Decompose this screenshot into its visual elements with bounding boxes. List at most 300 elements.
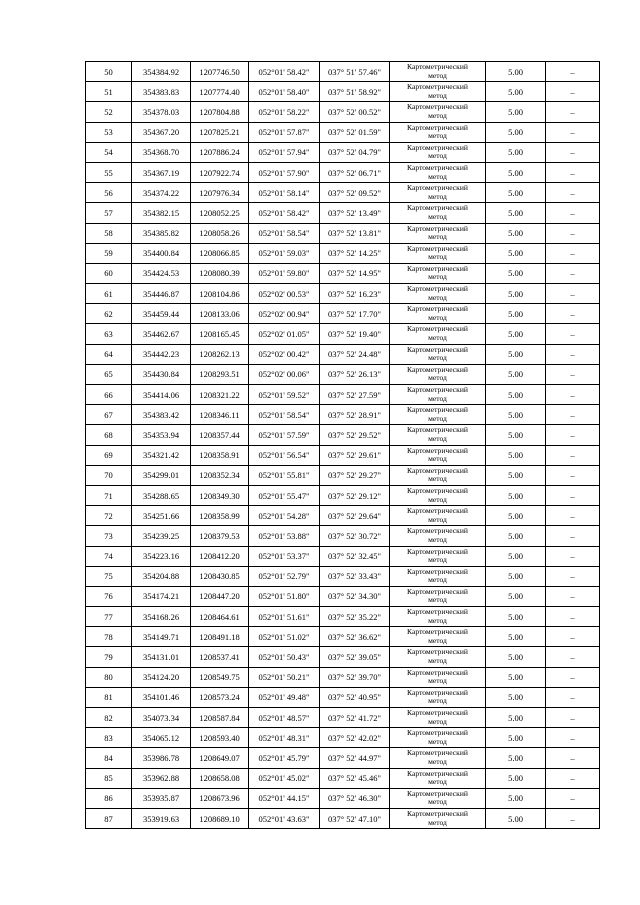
method-line-2: метод xyxy=(428,494,447,504)
latitude-cell: 052°01' 53.37" xyxy=(249,546,320,566)
point-number-cell: 66 xyxy=(86,385,132,405)
y-coordinate-cell: 1208587.84 xyxy=(191,708,249,728)
method-line-2: метод xyxy=(428,615,447,625)
x-coordinate-cell: 354321.42 xyxy=(132,445,191,465)
longitude-cell: 037° 52' 06.71" xyxy=(320,162,390,182)
longitude-cell: 037° 52' 26.13" xyxy=(320,364,390,384)
point-number-cell: 84 xyxy=(86,748,132,768)
method-line-2: метод xyxy=(428,70,447,80)
point-number-cell: 82 xyxy=(86,708,132,728)
description-cell: – xyxy=(546,708,600,728)
method-cell xyxy=(390,687,486,707)
y-coordinate-cell: 1208649.07 xyxy=(191,748,249,768)
x-coordinate-cell: 354204.88 xyxy=(132,566,191,586)
longitude-cell: 037° 52' 13.81" xyxy=(320,223,390,243)
longitude-cell: 037° 52' 29.64" xyxy=(320,506,390,526)
x-coordinate-cell: 353935.87 xyxy=(132,788,191,808)
longitude-cell: 037° 52' 45.46" xyxy=(320,768,390,788)
table-row xyxy=(86,708,600,728)
point-number-cell: 77 xyxy=(86,607,132,627)
method-line-1: Картометрический xyxy=(407,62,468,71)
method-line-2: метод xyxy=(428,252,447,262)
description-cell: – xyxy=(546,728,600,748)
method-line-1: Картометрический xyxy=(407,183,468,193)
method-line-2: метод xyxy=(428,191,447,201)
x-coordinate-cell: 354382.15 xyxy=(132,203,191,223)
description-cell: – xyxy=(546,748,600,768)
description-cell: – xyxy=(546,607,600,627)
latitude-cell: 052°02' 00.42" xyxy=(249,344,320,364)
table-row xyxy=(86,263,600,283)
description-cell: – xyxy=(546,344,600,364)
method-line-2: метод xyxy=(428,373,447,383)
method-cell xyxy=(390,364,486,384)
table-row xyxy=(86,324,600,344)
description-cell: – xyxy=(546,647,600,667)
method-cell xyxy=(390,203,486,223)
y-coordinate-cell: 1207825.21 xyxy=(191,122,249,142)
x-coordinate-cell: 354385.82 xyxy=(132,223,191,243)
accuracy-cell: 5.00 xyxy=(486,586,546,606)
accuracy-cell: 5.00 xyxy=(486,425,546,445)
description-cell: – xyxy=(546,223,600,243)
longitude-cell: 037° 52' 27.59" xyxy=(320,385,390,405)
point-number-cell: 58 xyxy=(86,223,132,243)
y-coordinate-cell: 1208080.39 xyxy=(191,263,249,283)
method-line-1: Картометрический xyxy=(407,344,468,354)
accuracy-cell: 5.00 xyxy=(486,122,546,142)
longitude-cell: 037° 52' 17.70" xyxy=(320,304,390,324)
method-line-2: метод xyxy=(428,635,447,645)
description-cell: – xyxy=(546,687,600,707)
longitude-cell: 037° 52' 24.48" xyxy=(320,344,390,364)
method-cell xyxy=(390,284,486,304)
description-cell: – xyxy=(546,546,600,566)
longitude-cell: 037° 52' 29.27" xyxy=(320,465,390,485)
method-line-1: Картометрический xyxy=(407,82,468,92)
description-cell: – xyxy=(546,667,600,687)
method-line-2: метод xyxy=(428,777,447,787)
y-coordinate-cell: 1208573.24 xyxy=(191,687,249,707)
method-line-1: Картометрический xyxy=(407,506,468,516)
method-line-2: метод xyxy=(428,696,447,706)
y-coordinate-cell: 1208593.40 xyxy=(191,728,249,748)
longitude-cell: 037° 52' 46.30" xyxy=(320,788,390,808)
table-row xyxy=(86,445,600,465)
point-number-cell: 76 xyxy=(86,586,132,606)
longitude-cell: 037° 52' 41.72" xyxy=(320,708,390,728)
latitude-cell: 052°01' 48.57" xyxy=(249,708,320,728)
accuracy-cell: 5.00 xyxy=(486,627,546,647)
y-coordinate-cell: 1208537.41 xyxy=(191,647,249,667)
latitude-cell: 052°01' 57.94" xyxy=(249,142,320,162)
table-row xyxy=(86,183,600,203)
x-coordinate-cell: 354424.53 xyxy=(132,263,191,283)
y-coordinate-cell: 1208104.86 xyxy=(191,284,249,304)
accuracy-cell: 5.00 xyxy=(486,748,546,768)
x-coordinate-cell: 354383.42 xyxy=(132,405,191,425)
table-row xyxy=(86,546,600,566)
method-cell xyxy=(390,405,486,425)
method-cell xyxy=(390,162,486,182)
method-cell xyxy=(390,324,486,344)
method-cell xyxy=(390,586,486,606)
method-line-1: Картометрический xyxy=(407,586,468,596)
method-line-2: метод xyxy=(428,151,447,161)
method-line-2: метод xyxy=(428,312,447,322)
description-cell: – xyxy=(546,788,600,808)
method-line-2: метод xyxy=(428,90,447,100)
x-coordinate-cell: 354459.44 xyxy=(132,304,191,324)
point-number-cell: 72 xyxy=(86,506,132,526)
latitude-cell: 052°01' 51.61" xyxy=(249,607,320,627)
description-cell: – xyxy=(546,405,600,425)
x-coordinate-cell: 354149.71 xyxy=(132,627,191,647)
longitude-cell: 037° 52' 00.52" xyxy=(320,102,390,122)
latitude-cell: 052°01' 59.80" xyxy=(249,263,320,283)
method-line-1: Картометрический xyxy=(407,647,468,657)
latitude-cell: 052°01' 51.80" xyxy=(249,586,320,606)
point-number-cell: 56 xyxy=(86,183,132,203)
latitude-cell: 052°01' 44.15" xyxy=(249,788,320,808)
method-line-2: метод xyxy=(428,797,447,807)
x-coordinate-cell: 354383.83 xyxy=(132,82,191,102)
latitude-cell: 052°01' 55.81" xyxy=(249,465,320,485)
x-coordinate-cell: 354065.12 xyxy=(132,728,191,748)
table-row xyxy=(86,304,600,324)
accuracy-cell: 5.00 xyxy=(486,506,546,526)
method-cell xyxy=(390,465,486,485)
description-cell: – xyxy=(546,586,600,606)
point-number-cell: 80 xyxy=(86,667,132,687)
latitude-cell: 052°01' 53.88" xyxy=(249,526,320,546)
y-coordinate-cell: 1208262.13 xyxy=(191,344,249,364)
method-line-1: Картометрический xyxy=(407,223,468,233)
x-coordinate-cell: 354367.20 xyxy=(132,122,191,142)
accuracy-cell: 5.00 xyxy=(486,788,546,808)
accuracy-cell: 5.00 xyxy=(486,465,546,485)
accuracy-cell: 5.00 xyxy=(486,445,546,465)
method-cell xyxy=(390,223,486,243)
x-coordinate-cell: 354378.03 xyxy=(132,102,191,122)
point-number-cell: 53 xyxy=(86,122,132,142)
description-cell: – xyxy=(546,102,600,122)
method-line-2: метод xyxy=(428,211,447,221)
point-number-cell: 64 xyxy=(86,344,132,364)
x-coordinate-cell: 353919.63 xyxy=(132,808,191,828)
method-cell xyxy=(390,546,486,566)
y-coordinate-cell: 1207976.34 xyxy=(191,183,249,203)
method-cell xyxy=(390,788,486,808)
x-coordinate-cell: 354400.84 xyxy=(132,243,191,263)
latitude-cell: 052°01' 58.14" xyxy=(249,183,320,203)
table-row xyxy=(86,243,600,263)
point-number-cell: 68 xyxy=(86,425,132,445)
longitude-cell: 037° 52' 13.49" xyxy=(320,203,390,223)
accuracy-cell: 5.00 xyxy=(486,405,546,425)
table-row xyxy=(86,142,600,162)
method-line-1: Картометрический xyxy=(407,667,468,677)
accuracy-cell: 5.00 xyxy=(486,728,546,748)
accuracy-cell: 5.00 xyxy=(486,324,546,344)
method-line-1: Картометрический xyxy=(407,748,468,758)
point-number-cell: 73 xyxy=(86,526,132,546)
latitude-cell: 052°01' 58.54" xyxy=(249,405,320,425)
accuracy-cell: 5.00 xyxy=(486,607,546,627)
longitude-cell: 037° 52' 39.70" xyxy=(320,667,390,687)
latitude-cell: 052°01' 54.28" xyxy=(249,506,320,526)
method-cell xyxy=(390,243,486,263)
latitude-cell: 052°01' 58.22" xyxy=(249,102,320,122)
method-line-2: метод xyxy=(428,656,447,666)
method-line-1: Картометрический xyxy=(407,728,468,738)
x-coordinate-cell: 354442.23 xyxy=(132,344,191,364)
y-coordinate-cell: 1208689.10 xyxy=(191,808,249,828)
method-cell xyxy=(390,526,486,546)
method-line-1: Картометрический xyxy=(407,284,468,294)
x-coordinate-cell: 354251.66 xyxy=(132,506,191,526)
method-cell xyxy=(390,708,486,728)
method-line-2: метод xyxy=(428,736,447,746)
latitude-cell: 052°01' 57.90" xyxy=(249,162,320,182)
description-cell: – xyxy=(546,566,600,586)
longitude-cell: 037° 52' 30.72" xyxy=(320,526,390,546)
method-line-2: метод xyxy=(428,232,447,242)
point-number-cell: 63 xyxy=(86,324,132,344)
y-coordinate-cell: 1208346.11 xyxy=(191,405,249,425)
y-coordinate-cell: 1208491.18 xyxy=(191,627,249,647)
y-coordinate-cell: 1208066.85 xyxy=(191,243,249,263)
table-row xyxy=(86,647,600,667)
method-line-1: Картометрический xyxy=(407,102,468,112)
point-number-cell: 59 xyxy=(86,243,132,263)
point-number-cell: 62 xyxy=(86,304,132,324)
method-line-2: метод xyxy=(428,413,447,423)
description-cell: – xyxy=(546,324,600,344)
table-row xyxy=(86,586,600,606)
y-coordinate-cell: 1208052.25 xyxy=(191,203,249,223)
description-cell: – xyxy=(546,526,600,546)
y-coordinate-cell: 1208379.53 xyxy=(191,526,249,546)
method-cell xyxy=(390,627,486,647)
method-line-2: метод xyxy=(428,171,447,181)
method-line-1: Картометрический xyxy=(407,788,468,798)
accuracy-cell: 5.00 xyxy=(486,485,546,505)
method-line-2: метод xyxy=(428,676,447,686)
table-row xyxy=(86,566,600,586)
description-cell: – xyxy=(546,445,600,465)
method-line-2: метод xyxy=(428,131,447,141)
method-cell xyxy=(390,748,486,768)
table-row xyxy=(86,82,600,102)
table-row xyxy=(86,344,600,364)
table-row xyxy=(86,808,600,828)
point-number-cell: 61 xyxy=(86,284,132,304)
description-cell: – xyxy=(546,808,600,828)
y-coordinate-cell: 1208293.51 xyxy=(191,364,249,384)
x-coordinate-cell: 353962.88 xyxy=(132,768,191,788)
longitude-cell: 037° 52' 36.62" xyxy=(320,627,390,647)
method-line-1: Картометрический xyxy=(407,566,468,576)
longitude-cell: 037° 52' 34.30" xyxy=(320,586,390,606)
method-line-1: Картометрический xyxy=(407,445,468,455)
table-row xyxy=(86,203,600,223)
latitude-cell: 052°02' 00.53" xyxy=(249,284,320,304)
method-line-1: Картометрический xyxy=(407,607,468,617)
table-row xyxy=(86,62,600,82)
method-line-2: метод xyxy=(428,555,447,565)
y-coordinate-cell: 1208133.06 xyxy=(191,304,249,324)
method-line-2: метод xyxy=(428,474,447,484)
description-cell: – xyxy=(546,506,600,526)
method-line-2: метод xyxy=(428,595,447,605)
x-coordinate-cell: 354168.26 xyxy=(132,607,191,627)
method-line-1: Картометрический xyxy=(407,364,468,374)
x-coordinate-cell: 354414.06 xyxy=(132,385,191,405)
x-coordinate-cell: 354239.25 xyxy=(132,526,191,546)
method-cell xyxy=(390,82,486,102)
y-coordinate-cell: 1208549.75 xyxy=(191,667,249,687)
method-cell xyxy=(390,607,486,627)
method-line-1: Картометрический xyxy=(407,485,468,495)
method-line-1: Картометрический xyxy=(407,385,468,394)
longitude-cell: 037° 52' 29.52" xyxy=(320,425,390,445)
accuracy-cell: 5.00 xyxy=(486,546,546,566)
point-number-cell: 71 xyxy=(86,485,132,505)
latitude-cell: 052°02' 00.06" xyxy=(249,364,320,384)
y-coordinate-cell: 1208349.30 xyxy=(191,485,249,505)
x-coordinate-cell: 354223.16 xyxy=(132,546,191,566)
table-row xyxy=(86,122,600,142)
x-coordinate-cell: 354462.67 xyxy=(132,324,191,344)
y-coordinate-cell: 1208321.22 xyxy=(191,385,249,405)
accuracy-cell: 5.00 xyxy=(486,162,546,182)
method-line-1: Картометрический xyxy=(407,142,468,152)
longitude-cell: 037° 52' 09.52" xyxy=(320,183,390,203)
method-line-1: Картометрический xyxy=(407,687,468,697)
point-number-cell: 75 xyxy=(86,566,132,586)
accuracy-cell: 5.00 xyxy=(486,284,546,304)
x-coordinate-cell: 354368.70 xyxy=(132,142,191,162)
accuracy-cell: 5.00 xyxy=(486,203,546,223)
y-coordinate-cell: 1208357.44 xyxy=(191,425,249,445)
point-number-cell: 50 xyxy=(86,62,132,82)
description-cell: – xyxy=(546,425,600,445)
description-cell: – xyxy=(546,62,600,82)
table-row xyxy=(86,627,600,647)
x-coordinate-cell: 354374.22 xyxy=(132,183,191,203)
method-line-2: метод xyxy=(428,333,447,343)
longitude-cell: 037° 52' 04.79" xyxy=(320,142,390,162)
latitude-cell: 052°01' 59.03" xyxy=(249,243,320,263)
longitude-cell: 037° 51' 58.92" xyxy=(320,82,390,102)
latitude-cell: 052°01' 58.40" xyxy=(249,82,320,102)
method-cell xyxy=(390,768,486,788)
point-number-cell: 87 xyxy=(86,808,132,828)
method-cell xyxy=(390,485,486,505)
accuracy-cell: 5.00 xyxy=(486,526,546,546)
method-line-2: метод xyxy=(428,534,447,544)
description-cell: – xyxy=(546,142,600,162)
method-line-2: метод xyxy=(428,433,447,443)
coordinates-table xyxy=(85,61,600,829)
x-coordinate-cell: 354073.34 xyxy=(132,708,191,728)
latitude-cell: 052°01' 57.59" xyxy=(249,425,320,445)
description-cell: – xyxy=(546,82,600,102)
longitude-cell: 037° 52' 01.59" xyxy=(320,122,390,142)
method-cell xyxy=(390,425,486,445)
longitude-cell: 037° 52' 29.61" xyxy=(320,445,390,465)
y-coordinate-cell: 1208464.61 xyxy=(191,607,249,627)
point-number-cell: 74 xyxy=(86,546,132,566)
latitude-cell: 052°02' 01.05" xyxy=(249,324,320,344)
table-row xyxy=(86,465,600,485)
x-coordinate-cell: 354101.46 xyxy=(132,687,191,707)
description-cell: – xyxy=(546,162,600,182)
latitude-cell: 052°01' 55.47" xyxy=(249,485,320,505)
latitude-cell: 052°01' 59.52" xyxy=(249,385,320,405)
point-number-cell: 57 xyxy=(86,203,132,223)
latitude-cell: 052°01' 48.31" xyxy=(249,728,320,748)
y-coordinate-cell: 1208412.20 xyxy=(191,546,249,566)
method-cell xyxy=(390,808,486,828)
point-number-cell: 79 xyxy=(86,647,132,667)
longitude-cell: 037° 52' 16.23" xyxy=(320,284,390,304)
accuracy-cell: 5.00 xyxy=(486,183,546,203)
method-line-1: Картометрический xyxy=(407,122,468,132)
x-coordinate-cell: 353986.78 xyxy=(132,748,191,768)
longitude-cell: 037° 52' 42.02" xyxy=(320,728,390,748)
latitude-cell: 052°01' 58.54" xyxy=(249,223,320,243)
accuracy-cell: 5.00 xyxy=(486,385,546,405)
point-number-cell: 81 xyxy=(86,687,132,707)
method-line-1: Картометрический xyxy=(407,808,468,818)
method-cell xyxy=(390,263,486,283)
latitude-cell: 052°01' 45.02" xyxy=(249,768,320,788)
description-cell: – xyxy=(546,284,600,304)
point-number-cell: 78 xyxy=(86,627,132,647)
table-row xyxy=(86,223,600,243)
method-cell xyxy=(390,566,486,586)
description-cell: – xyxy=(546,364,600,384)
table-row xyxy=(86,506,600,526)
accuracy-cell: 5.00 xyxy=(486,808,546,828)
latitude-cell: 052°01' 43.63" xyxy=(249,808,320,828)
table-row xyxy=(86,768,600,788)
latitude-cell: 052°02' 00.94" xyxy=(249,304,320,324)
x-coordinate-cell: 354288.65 xyxy=(132,485,191,505)
method-line-2: метод xyxy=(428,272,447,282)
table-row xyxy=(86,102,600,122)
y-coordinate-cell: 1208673.96 xyxy=(191,788,249,808)
x-coordinate-cell: 354299.01 xyxy=(132,465,191,485)
method-line-1: Картометрический xyxy=(407,465,468,475)
latitude-cell: 052°01' 58.42" xyxy=(249,203,320,223)
method-line-1: Картометрический xyxy=(407,405,468,415)
table-row xyxy=(86,162,600,182)
method-cell xyxy=(390,506,486,526)
accuracy-cell: 5.00 xyxy=(486,102,546,122)
description-cell: – xyxy=(546,243,600,263)
table-row xyxy=(86,687,600,707)
point-number-cell: 85 xyxy=(86,768,132,788)
y-coordinate-cell: 1207922.74 xyxy=(191,162,249,182)
method-line-1: Картометрический xyxy=(407,526,468,536)
point-number-cell: 86 xyxy=(86,788,132,808)
accuracy-cell: 5.00 xyxy=(486,708,546,728)
longitude-cell: 037° 52' 40.95" xyxy=(320,687,390,707)
method-line-1: Картометрический xyxy=(407,546,468,556)
